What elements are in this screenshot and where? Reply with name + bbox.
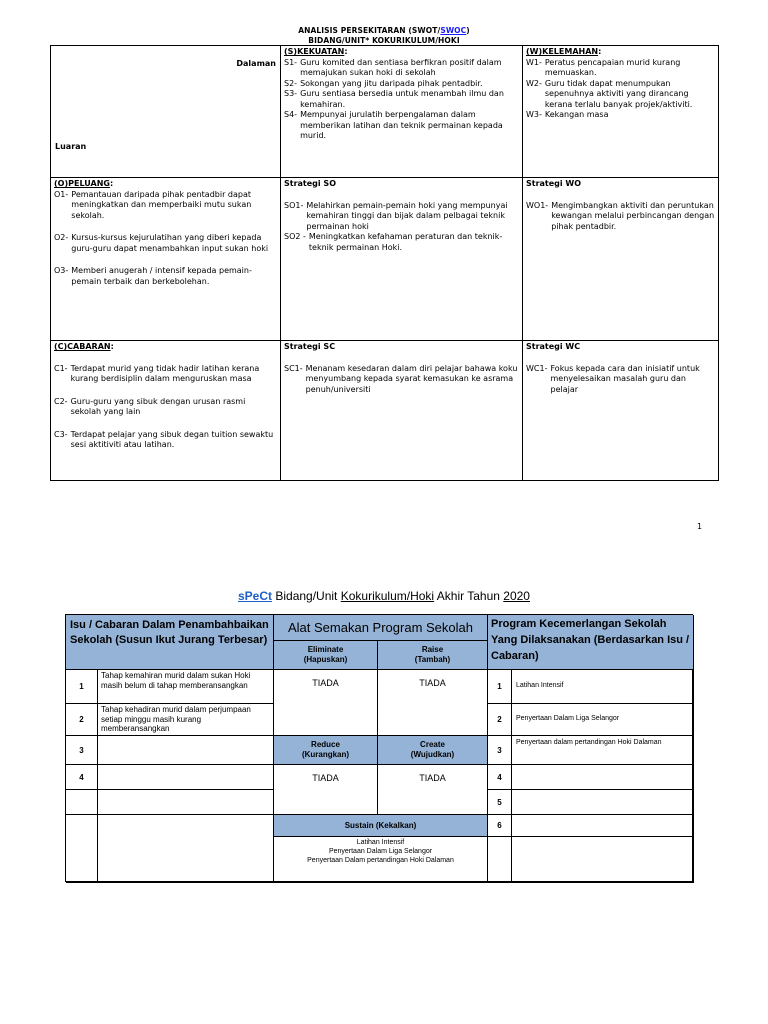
swot-table — [50, 45, 719, 481]
alat-semakan-header: Alat Semakan Program Sekolah — [274, 615, 488, 641]
issue-text — [98, 736, 274, 765]
list-item — [54, 397, 277, 418]
program-number: 1 — [488, 670, 512, 704]
list-item — [54, 190, 277, 222]
list-item — [526, 364, 715, 396]
luaran-label: Luaran — [55, 142, 87, 151]
title-link[interactable]: SWOC — [440, 26, 467, 35]
spect-table — [65, 614, 693, 882]
item-text: Fokus kepada cara dan inisiatif untuk menyelesaikan masalah guru dan pelajar — [550, 363, 700, 394]
strategi-sc-cell — [281, 341, 523, 481]
item-key: SC1- — [284, 363, 303, 373]
item-key: S2- — [284, 78, 298, 88]
reduce-value: TIADA — [274, 765, 378, 815]
kelemahan-heading: (W)KELEMAHAN: — [526, 47, 602, 56]
issue-number: 2 — [66, 704, 98, 736]
strategi-wo-list — [526, 201, 715, 233]
list-item — [526, 58, 715, 79]
list-item — [54, 266, 277, 287]
raise-header: Raise (Tambah) — [378, 641, 488, 670]
list-item — [54, 430, 277, 451]
program-number: 6 — [488, 815, 512, 837]
issue-text — [98, 815, 274, 883]
kekuatan-heading: (S)KEKUATAN: — [284, 47, 348, 56]
sustain-value — [274, 837, 488, 883]
item-key: C3- — [54, 429, 68, 439]
create-header: Create (Wujudkan) — [378, 736, 488, 765]
sustain-item: Latihan Intensif — [356, 839, 405, 846]
cabaran-heading: (C)CABARAN: — [54, 342, 114, 351]
issue-number — [66, 815, 98, 883]
eliminate-value: TIADA — [274, 670, 378, 736]
strategi-wo-cell — [523, 178, 719, 341]
issue-header: Isu / Cabaran Dalam Penambahbaikan Sekolah (Susun Ikut Jurang Terbesar) — [66, 615, 274, 670]
title-end: ) — [466, 26, 470, 35]
spect-title-year: 2020 — [503, 589, 530, 603]
issue-number: 1 — [66, 670, 98, 704]
item-text: Meningkatkan kefahaman peraturan dan teknik-teknik permainan Hoki. — [308, 232, 503, 252]
list-item — [54, 233, 277, 254]
item-text: Guru sentiasa bersedia untuk menambah ilmu dan kemahiran. — [300, 89, 504, 109]
program-text — [512, 765, 694, 790]
item-key: C2- — [54, 396, 68, 406]
item-text: Pemantauan daripada pihak pentadbir dapat meningkatkan dan memperbaiki mutu sukan sekolah. — [71, 189, 252, 220]
item-key: W1- — [526, 57, 542, 67]
cabaran-list — [54, 364, 277, 451]
item-key: S1- — [284, 57, 298, 67]
issue-number: 3 — [66, 736, 98, 765]
list-item — [526, 201, 715, 233]
item-text: Kekangan masa — [544, 110, 609, 119]
item-key: O3- — [54, 266, 69, 275]
peluang-list — [54, 190, 277, 288]
item-text: Terdapat murid yang tidak hadir latihan kerana kurang berdisiplin dalam menguruskan masa — [70, 363, 260, 383]
item-text: Mempunyai jurulatih berpengalaman dalam memberikan latihan dan teknik permainan kepada murid. — [300, 110, 503, 140]
item-text: Kursus-kursus kejurulatihan yang diberi kepada guru-guru dapat menambahkan input sukan hoki — [71, 233, 269, 253]
item-key: O1- — [54, 189, 69, 199]
strategi-sc-list — [284, 364, 519, 396]
spect-brand[interactable]: sPeCt — [238, 589, 273, 603]
strategi-wc-cell — [523, 341, 719, 481]
item-text: Menanam kesedaran dalam diri pelajar bahawa koku menyumbang kepada syarat kemasukan ke asrama penuh/universiti — [305, 363, 518, 394]
strategi-so-heading: Strategi SO — [284, 179, 336, 188]
kekuatan-list — [284, 58, 519, 142]
issue-text: Tahap kemahiran murid dalam sukan Hoki masih belum di tahap memberansangkan — [98, 670, 274, 704]
issue-text — [98, 765, 274, 790]
issue-number — [66, 790, 98, 815]
item-key: WO1- — [526, 200, 549, 210]
program-header: Program Kecemerlangan Sekolah Yang Dilaksanakan (Berdasarkan Isu / Cabaran) — [488, 615, 694, 670]
list-item — [284, 201, 519, 233]
strategi-wc-list — [526, 364, 715, 396]
spect-title-unit: Kokurikulum/Hoki — [340, 589, 435, 603]
program-number: 2 — [488, 704, 512, 736]
strategi-wc-heading: Strategi WC — [526, 342, 581, 351]
raise-value: TIADA — [378, 670, 488, 736]
program-number: 5 — [488, 790, 512, 815]
list-item — [284, 364, 519, 396]
item-text: Mengimbangkan aktiviti dan peruntukan kewangan melalui perbincangan dengan pihak pentadbir. — [551, 200, 715, 231]
kelemahan-list — [526, 58, 715, 121]
spect-title-mid: Bidang/Unit — [272, 589, 341, 603]
program-text — [512, 837, 694, 883]
strategi-sc-heading: Strategi SC — [284, 342, 336, 351]
program-text — [512, 790, 694, 815]
peluang-heading: (O)PELUANG: — [54, 179, 114, 188]
item-key: WC1- — [526, 363, 548, 373]
program-number: 3 — [488, 736, 512, 765]
peluang-cell — [51, 178, 281, 341]
program-text: Penyertaan Dalam Liga Selangor — [512, 704, 694, 736]
spect-title — [0, 589, 768, 603]
kekuatan-cell — [281, 46, 523, 178]
spect-title-after: Akhir Tahun — [434, 589, 504, 603]
item-key: S4- — [284, 110, 298, 119]
list-item — [284, 232, 519, 253]
item-text: Guru tidak dapat menumpukan sepenuhnya aktiviti yang dirancang kerana terlalu banyak projek/aktiviti. — [544, 78, 693, 109]
list-item — [526, 79, 715, 111]
strategi-so-cell — [281, 178, 523, 341]
cabaran-cell — [51, 341, 281, 481]
list-item — [284, 110, 519, 142]
issue-text — [98, 790, 274, 815]
sustain-item: Penyertaan Dalam Liga Selangor — [328, 848, 433, 855]
dalaman-label: Dalaman — [236, 59, 276, 68]
kelemahan-cell — [523, 46, 719, 178]
item-text: Sokongan yang jitu daripada pihak pentadbir. — [300, 78, 483, 88]
item-text: Peratus pencapaian murid kurang memuaskan. — [544, 57, 681, 77]
item-text: Melahirkan pemain-pemain hoki yang mempunyai kemahiran tinggi dan bijak dalam pelbagai teknik permainan hoki — [306, 200, 508, 231]
eliminate-header: Eliminate (Hapuskan) — [274, 641, 378, 670]
item-text: Guru komited dan sentiasa berfikran positif dalam memajukan sukan hoki di sekolah — [300, 57, 502, 77]
item-key: SO1- — [284, 200, 304, 210]
strategi-so-list — [284, 201, 519, 254]
item-text: Guru-guru yang sibuk dengan urusan rasmi sekolah yang lain — [70, 396, 246, 416]
title-text: ANALISIS PERSEKITARAN (SWOT/ — [298, 26, 441, 35]
program-text — [512, 815, 694, 837]
program-text: Penyertaan dalam pertandingan Hoki Dalaman — [512, 736, 694, 765]
program-number — [488, 837, 512, 883]
issue-number: 4 — [66, 765, 98, 790]
sustain-item: Penyertaan Dalam pertandingan Hoki Dalaman — [307, 857, 454, 864]
create-value: TIADA — [378, 765, 488, 815]
page-number: 1 — [697, 522, 703, 531]
strategi-wo-heading: Strategi WO — [526, 179, 582, 188]
item-key: O2- — [54, 233, 69, 242]
item-text: Memberi anugerah / intensif kepada pemain-pemain terbaik dan berkebolehan. — [71, 266, 252, 286]
list-item — [284, 58, 519, 79]
item-key: W3- — [526, 110, 542, 119]
item-key: W2- — [526, 78, 542, 88]
item-key: S3- — [284, 89, 298, 98]
program-number: 4 — [488, 765, 512, 790]
item-key: C1- — [54, 363, 68, 373]
doc-title — [0, 26, 768, 35]
reduce-header: Reduce (Kurangkan) — [274, 736, 378, 765]
issue-text: Tahap kehadiran murid dalam perjumpaan setiap minggu masih kurang memberansangkan — [98, 704, 274, 736]
sustain-header: Sustain (Kekalkan) — [274, 815, 488, 837]
corner-cell — [51, 46, 281, 178]
list-item — [526, 110, 715, 121]
list-item — [54, 364, 277, 385]
doc-subtitle: BIDANG/UNIT* KOKURIKULUM/HOKI — [308, 36, 460, 45]
list-item — [284, 79, 519, 90]
program-text: Latihan Intensif — [512, 670, 694, 704]
item-text: Terdapat pelajar yang sibuk degan tuition sewaktu sesi aktitiviti atau latihan. — [70, 429, 274, 449]
list-item — [284, 89, 519, 110]
item-key: SO2 - — [284, 232, 306, 241]
